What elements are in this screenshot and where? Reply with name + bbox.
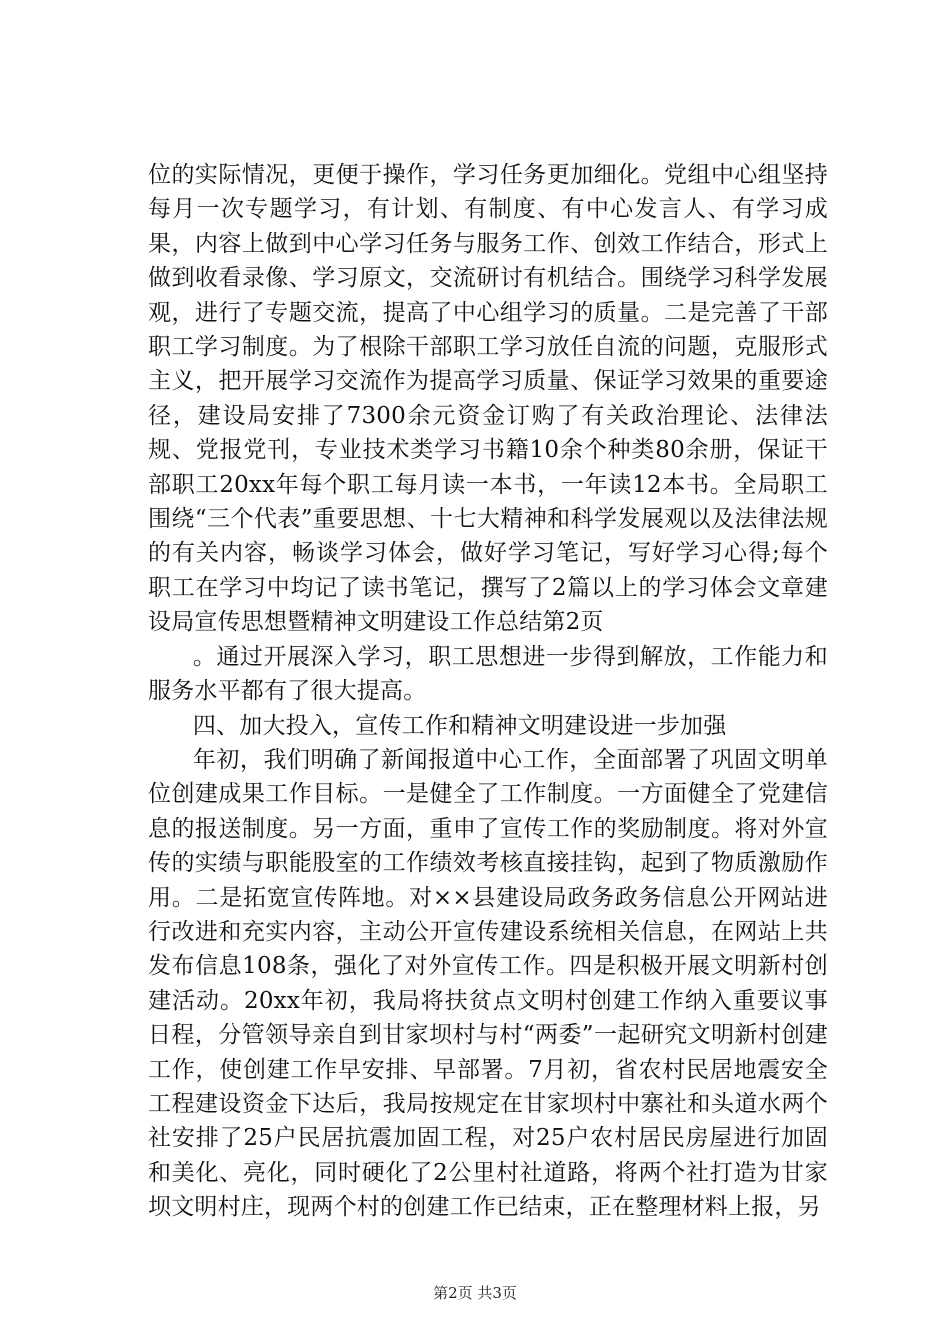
- paragraph-continued: 位的实际情况，更便于操作，学习任务更加细化。党组中心组坚持每月一次专题学习，有计划、有制度、有中心发言人、有学习成果，内容上做到中心学习任务与服务工作、创效工作结合，形式上做到收看录像、学习原文，交流研讨有机结合。围绕学习科学发展观，进行了专题交流，提高了中心组学习的质量。二是完善了干部职工学习制度。为了根除干部职工学习放任自流的问题，克服形式主义，把开展学习交流作为提高学习质量、保证学习效果的重要途径，建设局安排了7300余元资金订购了有关政治理论、法律法规、党报党刊，专业技术类学习书籍10余个种类80余册，保证干部职工20xx年每个职工每月读一本书，一年读12本书。全局职工围绕“三个代表”重要思想、十七大精神和科学发展观以及法律法规的有关内容，畅谈学习体会，做好学习笔记，写好学习心得;每个职工在学习中均记了读书笔记，撰写了2篇以上的学习体会文章建设局宣传思想暨精神文明建设工作总结第2页: [148, 162, 828, 636]
- page-number: 第2页: [433, 1284, 473, 1302]
- page-footer: [0, 1283, 950, 1303]
- paragraph-learning-result: 。通过开展深入学习，职工思想进一步得到解放，工作能力和服务水平都有了很大提高。: [148, 643, 828, 705]
- section-heading-four: 四、加大投入，宣传工作和精神文明建设进一步加强: [192, 712, 727, 739]
- paragraph-publicity-work: 年初，我们明确了新闻报道中心工作，全面部署了巩固文明单位创建成果工作目标。一是健全了工作制度。一方面健全了党建信息的报送制度。另一方面，重申了宣传工作的奖励制度。将对外宣传的实绩与职能股室的工作绩效考核直接挂钩，起到了物质激励作用。二是拓宽宣传阵地。对××县建设局政务政务信息公开网站进行改进和充实内容，主动公开宣传建设系统相关信息，在网站上共发布信息108条，强化了对外宣传工作。四是积极开展文明新村创建活动。20xx年初，我局将扶贫点文明村创建工作纳入重要议事日程，分管领导亲自到甘家坝村与村“两委”一起研究文明新村创建工作，使创建工作早安排、早部署。7月初，省农村民居地震安全工程建设资金下达后，我局按规定在甘家坝村中寨社和头道水两个社安排了25户民居抗震加固工程，对25户农村居民房屋进行加固和美化、亮化，同时硬化了2公里村社道路，将两个社打造为甘家坝文明村庄，现两个村的创建工作已结束，正在整理材料上报，另: [148, 746, 828, 1221]
- document-body: [148, 158, 828, 1225]
- page-total: 共3页: [477, 1284, 517, 1302]
